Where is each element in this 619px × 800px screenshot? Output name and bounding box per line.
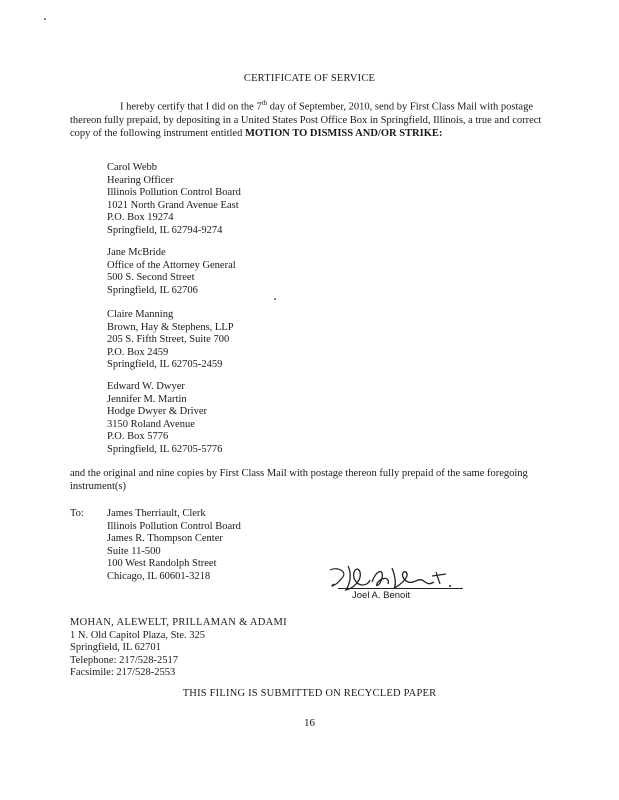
address-line: 205 S. Fifth Street, Suite 700	[107, 334, 230, 346]
clerk-address-block	[107, 508, 241, 584]
address-line: Illinois Pollution Control Board	[107, 187, 241, 199]
certificate-title: CERTIFICATE OF SERVICE	[243, 73, 376, 84]
address-line: 1 N. Old Capitol Plaza, Ste. 325	[70, 629, 206, 641]
address-line: Brown, Hay & Stephens, LLP	[107, 321, 234, 333]
to-label: To:	[70, 508, 84, 519]
fax-line: Facsimile: 217/528-2553	[70, 667, 176, 679]
address-line: Claire Manning	[107, 309, 174, 320]
certification-text-start: I hereby certify that I did on the 7	[120, 101, 262, 113]
address-line: Springfield, IL 62701	[70, 642, 161, 654]
address-line: Springfield, IL 62706	[107, 284, 198, 296]
recipient-block	[107, 381, 222, 457]
recycled-paper-notice: THIS FILING IS SUBMITTED ON RECYCLED PAPER	[182, 688, 437, 699]
address-line: Springfield, IL 62705-5776	[107, 443, 223, 455]
recipient-block	[107, 247, 236, 297]
scan-speck	[274, 298, 276, 300]
certification-text-rest: day of September, 2010, send by First Class Mail with postage thereon fully prepaid, by depositing in a United States Post Office Box in Springfield, Illinois, a true and correct copy of the following instrument entitled	[70, 101, 542, 139]
page-number: 16	[304, 717, 315, 729]
address-line: Office of the Attorney General	[107, 259, 236, 271]
phone-line: Telephone: 217/528-2517	[70, 654, 179, 666]
address-line: 100 West Randolph Street	[107, 558, 217, 570]
recipient-block	[107, 309, 234, 372]
ordinal-suffix: th	[261, 99, 268, 107]
address-line: 3150 Roland Avenue	[107, 418, 195, 430]
address-line: Jennifer M. Martin	[107, 393, 187, 405]
address-line: Jane McBride	[107, 247, 166, 258]
address-line: P.O. Box 5776	[107, 431, 169, 443]
address-line: P.O. Box 19274	[107, 212, 174, 224]
address-line: 1021 North Grand Avenue East	[107, 199, 239, 211]
address-line: Springfield, IL 62705-2459	[107, 359, 223, 371]
signatory-name: Joel A. Benoit	[352, 590, 411, 601]
address-line: Springfield, IL 62794-9274	[107, 224, 223, 236]
certification-paragraph	[70, 97, 550, 140]
address-line: Illinois Pollution Control Board	[107, 520, 241, 532]
address-line: Carol Webb	[107, 162, 157, 173]
address-line: Suite 11-500	[107, 545, 161, 557]
instrument-title: MOTION TO DISMISS AND/OR STRIKE:	[244, 127, 443, 139]
address-line: James R. Thompson Center	[107, 533, 223, 545]
recipient-block	[107, 162, 241, 238]
original-copies-paragraph: and the original and nine copies by First Class Mail with postage thereon fully prepaid of the same foregoing instrument(s)	[70, 468, 528, 492]
law-firm-block	[70, 617, 287, 680]
address-line: Chicago, IL 60601-3218	[107, 570, 211, 582]
address-line: Hodge Dwyer & Driver	[107, 406, 208, 418]
address-line: James Therriault, Clerk	[107, 508, 206, 519]
address-line: 500 S. Second Street	[107, 272, 195, 284]
address-line: Edward W. Dwyer	[107, 381, 185, 392]
signature-line	[338, 588, 463, 589]
address-line: Hearing Officer	[107, 174, 174, 186]
scan-speck	[44, 18, 46, 20]
address-line: P.O. Box 2459	[107, 346, 169, 358]
firm-name: MOHAN, ALEWELT, PRILLAMAN & ADAMI	[70, 617, 287, 628]
